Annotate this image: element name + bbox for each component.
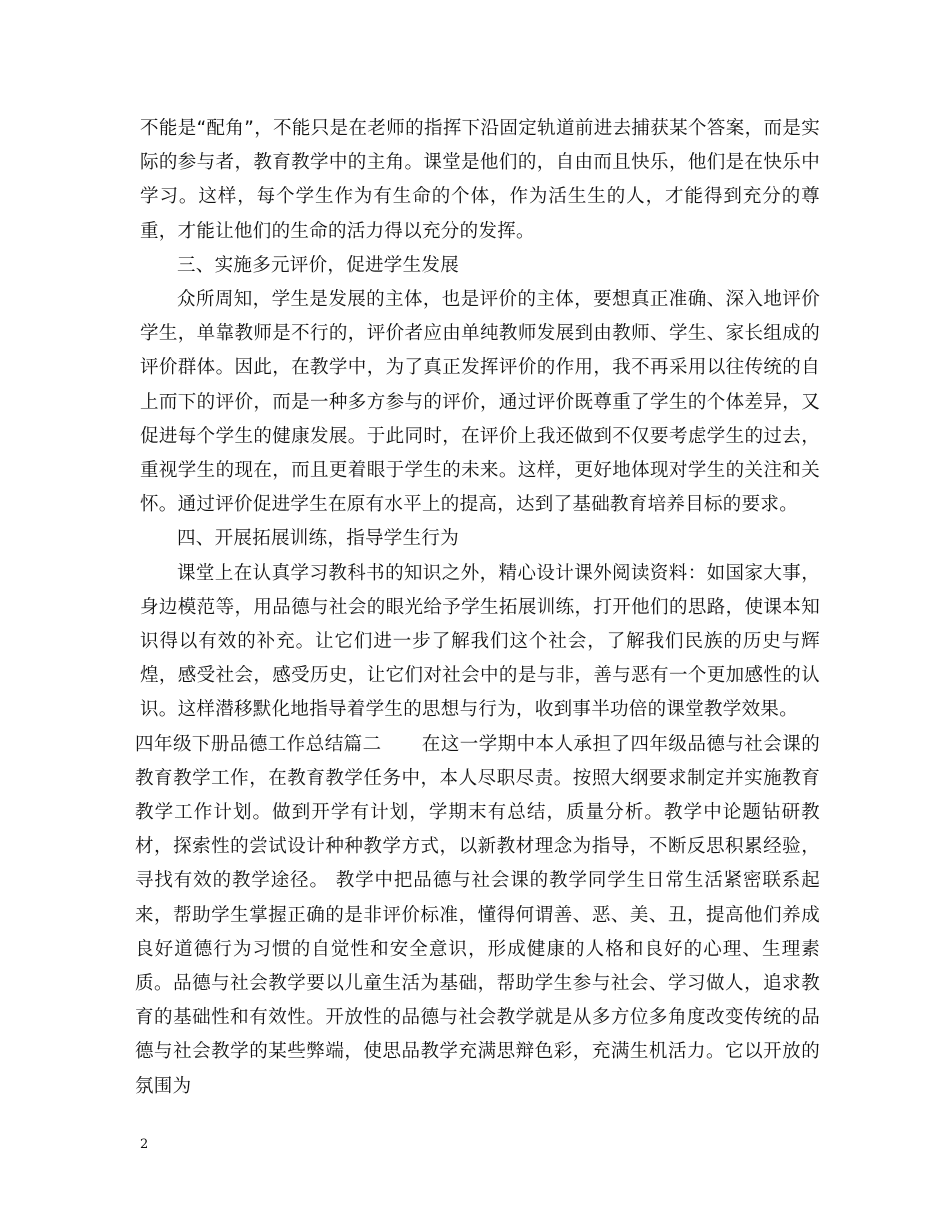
- summary-body: 在这一学期中本人承担了四年级品德与社会课的教育教学工作，在教育教学任务中，本人尽职尽责。按照大纲要求制定并实施教育教学工作计划。做到开学有计划，学期末有总结，质量分析。教学中论题钻研教材，探索性的尝试设计种种教学方式，以新教材理念为指导，不断反思积累经验，寻找有效的教学途径。 教学中把品德与社会课的教学同学生日常生活紧密联系起来，帮助学生掌握正确的是非评价标准，懂得何谓善、恶、美、丑，提高他们养成良好道德行为习惯的自觉性和安全意识，形成健康的人格和良好的心理、生理素质。品德与社会教学要以儿童生活为基础，帮助学生参与社会、学习做人，追求教育的基础性和有效性。开放性的品德与社会教学就是从多方位多角度改变传统的品德与社会教学的某些弊端，使思品教学充满思辩色彩，充满生机活力。它以开放的氛围为: [135, 733, 820, 1097]
- section-heading-3: 三、实施多元评价，促进学生发展: [177, 254, 460, 276]
- summary-title: 四年级下册品德工作总结篇二: [135, 733, 382, 755]
- paragraph-continuation: 不能是“配角”，不能只是在老师的指挥下沿固定轨道前进去捕获某个答案，而是实际的参与者，教育教学中的主角。课堂是他们的，自由而且快乐，他们是在快乐中学习。这样，每个学生作为有生命的个体，作为活生生的人，才能得到充分的尊重，才能让他们的生命的活力得以充分的发挥。: [140, 118, 820, 242]
- body-text: [135, 112, 820, 1104]
- paragraph-summary-part-two: [135, 728, 820, 1104]
- paragraph-extension-training: 课堂上在认真学习教科书的知识之外，精心设计课外阅读资料：如国家大事，身边模范等，用品德与社会的眼光给予学生拓展训练，打开他们的思路，使课本知识得以有效的补充。让它们进一步了解我们这个社会，了解我们民族的历史与辉煌，感受社会，感受历史，让它们对社会中的是与非，善与恶有一个更加感性的认识。这样潜移默化地指导着学生的思想与行为，收到事半功倍的课堂教学效果。: [140, 562, 820, 721]
- paragraph-evaluation: 众所周知，学生是发展的主体，也是评价的主体，要想真正准确、深入地评价学生，单靠教师是不行的，评价者应由单纯教师发展到由教师、学生、家长组成的评价群体。因此，在教学中，为了真正发挥评价的作用，我不再采用以往传统的自上而下的评价，而是一种多方参与的评价，通过评价既尊重了学生的个体差异，又促进每个学生的健康发展。于此同时，在评价上我还做到不仅要考虑学生的过去，重视学生的现在，而且更着眼于学生的未来。这样，更好地体现对学生的关注和关怀。通过评价促进学生在原有水平上的提高，达到了基础教育培养目标的要求。: [140, 289, 820, 516]
- page-number: 2: [140, 1137, 149, 1152]
- section-heading-4: 四、开展拓展训练，指导学生行为: [177, 528, 460, 550]
